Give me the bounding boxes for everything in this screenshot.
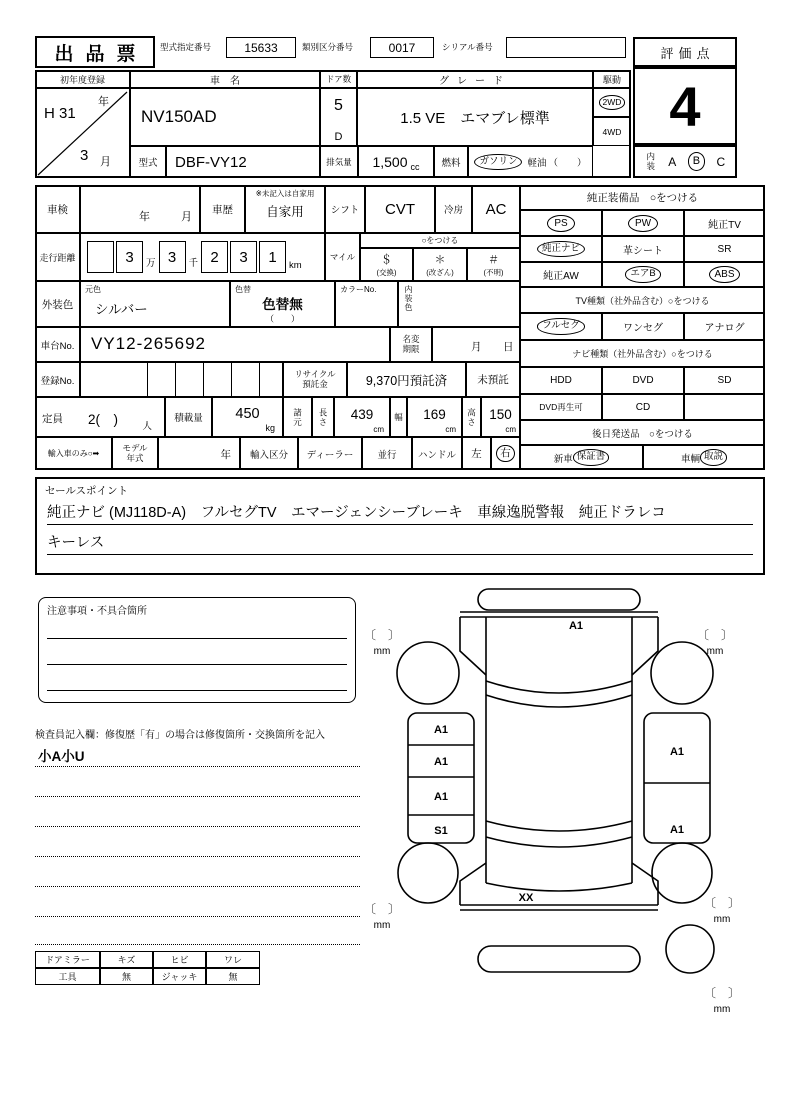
history-cell: [245, 185, 325, 233]
mm-unit-spare: mm: [713, 1004, 731, 1015]
sales-points-box: [35, 477, 765, 575]
warranty-cell: [520, 445, 643, 470]
rear-left-wheel: [398, 843, 458, 903]
fuel-diesel: 軽油: [527, 158, 547, 169]
reg-no-boxes: [147, 363, 287, 396]
mile-label: マイル: [325, 233, 360, 281]
navi-dvd-cell: DVD: [602, 367, 684, 394]
tools-r2c1: 工具: [35, 968, 100, 985]
grade-cell: 1.5 VE エマブレ標準: [357, 88, 593, 146]
ac-label: 冷房: [435, 185, 472, 233]
displacement-value: 1,500: [372, 154, 408, 170]
warranty-circled: 保証書: [573, 449, 610, 465]
eq-tv-cell: 純正TV: [684, 210, 765, 236]
body-sides: [486, 617, 632, 883]
mileage-cell: [80, 233, 325, 281]
model-value-cell: [166, 146, 320, 178]
shift-label: シフト: [325, 185, 365, 233]
damage-mark-front: A1: [568, 620, 584, 632]
interior-grade-cell: [633, 145, 737, 178]
equipment-title: 純正装備品 ○をつける: [520, 185, 765, 210]
interior-label: 内装: [645, 152, 656, 171]
shaken-year-unit: 年: [139, 211, 150, 223]
eq-airbag-cell: [602, 262, 684, 287]
original-color-cell: [80, 281, 230, 327]
damage-mark-rear: XX: [518, 892, 534, 904]
score-value: 4: [633, 67, 737, 145]
opt1-symbol: ＄: [381, 254, 392, 266]
height-unit: cm: [505, 425, 516, 434]
eq-navi-cell: [520, 236, 602, 262]
tools-r1c2: キズ: [100, 951, 153, 968]
ac-value: AC: [472, 185, 520, 233]
fuel-label: 燃料: [434, 146, 468, 178]
mileage-km-unit: km: [289, 260, 302, 271]
tv-analog-cell: アナログ: [684, 313, 765, 340]
reg-box: [147, 363, 175, 396]
interior-b-circled: B: [688, 152, 705, 171]
drive-4wd-cell: 4WD: [593, 117, 631, 146]
model-value: DBF-VY12: [175, 154, 247, 171]
width-value: 169: [423, 407, 446, 422]
import-only-label: 輸入車のみ○➡: [35, 437, 112, 470]
damage-mark-right-1: A1: [669, 746, 685, 758]
mileage-digit-5: 1: [259, 241, 286, 273]
dvd-play-cell: DVD再生可: [520, 394, 602, 420]
caution-box: [38, 597, 356, 703]
front-right-wheel: [651, 642, 713, 704]
handle-right-circled: 右: [496, 445, 515, 463]
mm-bracket-top-right: 〔 〕: [696, 628, 734, 642]
length-label: [312, 397, 334, 437]
score-label: 評価点: [633, 37, 737, 67]
doors-cell: [320, 88, 357, 146]
length-value: 439: [350, 407, 374, 422]
dotted-line: [35, 856, 360, 857]
mm-bracket-bottom-right: 〔 〕: [703, 896, 741, 910]
capacity-cell: [35, 397, 165, 437]
mileage-digit-0: [87, 241, 114, 273]
recycle-unpaid-cell: 未預託: [466, 362, 520, 397]
height-label: [462, 397, 481, 437]
fuel-gasoline-circled: ガソリン: [474, 154, 522, 170]
right-front-fender: [632, 617, 658, 675]
color-change-label: 色替: [235, 285, 251, 294]
name-change-month: 月: [471, 341, 482, 353]
navi-type-title: ナビ種類（社外品含む）○をつける: [520, 340, 765, 367]
tools-r1c1: ドアミラー: [35, 951, 100, 968]
dotted-line: [35, 886, 360, 887]
shaken-month-unit: 月: [181, 211, 192, 223]
import-parallel-cell: 並行: [362, 437, 412, 470]
opt2-text: (改ざん): [426, 268, 454, 277]
color-change-paren: （ ）: [265, 314, 300, 324]
mileage-digit-1: 3: [116, 241, 143, 273]
capacity-label: 定員: [42, 413, 63, 425]
eq-leather-cell: 革シート: [602, 236, 684, 262]
manual-prefix: 車輌: [680, 453, 700, 465]
eq-aw-cell: 純正AW: [520, 262, 602, 287]
height-label-text: 高さ: [466, 407, 477, 427]
shaken-label: 車検: [35, 185, 80, 233]
damage-mark-right-2: A1: [669, 824, 685, 836]
chassis-label: 車台No.: [35, 327, 80, 362]
car-outline: [397, 589, 714, 973]
spec-label-text: 諸元: [292, 407, 303, 427]
rear-bumper: [478, 946, 640, 972]
doors-header: ドア数: [320, 70, 357, 88]
mm-unit-bottom-right: mm: [713, 914, 731, 925]
damage-mark-left-1: A1: [433, 724, 449, 736]
serial-value: [506, 37, 626, 58]
recycle-label: [283, 362, 347, 397]
inspector-note: 検査員記入欄：修復歴「有」の場合は修復箇所・交換箇所を記入: [35, 730, 325, 741]
eq-ps-cell: [520, 210, 602, 236]
import-type-label: 輸入区分: [240, 437, 298, 470]
cd-cell: CD: [602, 394, 684, 420]
eq-abs-circled: ABS: [709, 266, 739, 283]
load-label: 積載量: [165, 397, 212, 437]
tv-oneseg-cell: ワンセグ: [602, 313, 684, 340]
first-reg-header: 初年度登録: [35, 70, 130, 88]
drive-header: 駆動: [593, 70, 631, 88]
color-no-cell: [335, 281, 398, 327]
model-code-label: 型式指定番号: [160, 42, 212, 52]
shaken-cell: [80, 185, 200, 233]
doors-value: 5: [334, 97, 343, 114]
car-name-value: NV150AD: [141, 107, 217, 126]
sales-line-2: キーレス: [47, 531, 753, 555]
fuel-cell: [468, 146, 593, 178]
reg-month-value: 3: [80, 147, 89, 164]
grade-header: グレード: [357, 70, 593, 88]
manual-circled: 取説: [700, 449, 727, 465]
eq-airbag-circled: エアB: [625, 266, 660, 282]
mileage-label: 走行距離: [35, 233, 80, 281]
height-value: 150: [489, 407, 512, 422]
opt3-symbol: ＃: [488, 254, 499, 266]
model-code-value: 15633: [226, 37, 296, 58]
color-no-label: カラーNo.: [340, 285, 377, 294]
mileage-man-unit: 万: [146, 258, 156, 269]
spec-label: [283, 397, 312, 437]
chassis-cell: [80, 327, 390, 362]
serial-label: シリアル番号: [442, 42, 493, 52]
class-code-label: 類別区分番号: [302, 42, 354, 52]
later-shipping-title: 後日発送品 ○をつける: [520, 420, 765, 445]
mm-bracket-spare: 〔 〕: [703, 986, 741, 1000]
reg-no-label: 登録No.: [35, 362, 80, 397]
sales-line-1: 純正ナビ (MJ118D-A) フルセグTV エマージェンシーブレーキ 車線逸脱警報 純正ドラレコ: [47, 501, 753, 525]
caution-title: 注意事項・不具合箇所: [47, 606, 147, 617]
width-label: 幅: [390, 397, 407, 437]
displacement-unit: cc: [410, 162, 420, 172]
caution-line: [47, 690, 347, 691]
mm-unit-top-right: mm: [706, 646, 724, 657]
interior-c: C: [716, 154, 726, 169]
name-change-label-1: 名変: [402, 333, 420, 344]
mm-bracket-top-left: 〔 〕: [363, 628, 401, 642]
capacity-unit: 人: [142, 421, 152, 432]
left-rear-corner: [460, 863, 486, 905]
mileage-opt-exchange: [360, 248, 413, 281]
navi-hdd-cell: HDD: [520, 367, 602, 394]
model-year-label: [112, 437, 158, 470]
original-color-value: シルバー: [95, 302, 148, 317]
eq-ps-circled: PS: [547, 215, 574, 232]
car-diagram: [360, 583, 770, 1023]
load-cell: [212, 397, 283, 437]
doors-d: D: [334, 131, 343, 143]
drive-2wd-circled: 2WD: [599, 95, 626, 110]
rear-right-wheel: [652, 843, 712, 903]
reg-box: [231, 363, 259, 396]
import-dealer-cell: ディーラー: [298, 437, 362, 470]
tools-r2c3: ジャッキ: [153, 968, 206, 985]
original-color-label: 元色: [85, 285, 101, 294]
color-change-value: 色替無: [262, 297, 303, 312]
recycle-label-2: 預託金: [302, 378, 328, 389]
mileage-opt-tampered: [413, 248, 467, 281]
length-label-text: 長さ: [318, 407, 328, 427]
spare-tire: [666, 925, 714, 973]
dotted-line: [35, 796, 360, 797]
front-bumper: [478, 589, 640, 610]
mileage-opt-unknown: [467, 248, 520, 281]
tools-r1c4: ワレ: [206, 951, 260, 968]
first-reg-cell: [35, 88, 130, 178]
interior-a: A: [668, 154, 677, 169]
drive-2wd-cell: [593, 88, 631, 117]
damage-mark-left-2: A1: [433, 756, 449, 768]
trunk-bottom: [486, 883, 632, 891]
length-unit: cm: [373, 425, 384, 434]
model-year-label-2: 年式: [126, 452, 144, 463]
recycle-label-1: リサイクル: [294, 368, 336, 379]
tools-r2c2: 無: [100, 968, 153, 985]
shift-value: CVT: [365, 185, 435, 233]
caution-line: [47, 638, 347, 639]
mileage-digit-3: 2: [201, 241, 228, 273]
dotted-line: [35, 944, 360, 945]
windshield: [486, 681, 632, 707]
interior-color-label: 内装色: [404, 285, 413, 312]
handle-label: ハンドル: [412, 437, 462, 470]
dotted-line: [35, 916, 360, 917]
rear-edge-lines: [460, 905, 658, 910]
media-empty-cell: [684, 394, 765, 420]
reg-no-cell: [80, 362, 283, 397]
mileage-digit-4: 3: [230, 241, 257, 273]
handle-right-cell: [491, 437, 520, 470]
mm-unit-bottom-left: mm: [373, 920, 391, 931]
name-change-cell: [432, 327, 520, 362]
eq-pw-circled: PW: [628, 215, 658, 232]
model-year-label-1: モデル: [122, 442, 148, 453]
car-name-cell: [130, 88, 320, 146]
name-change-label: [390, 327, 432, 362]
mileage-circle-note: ○をつける: [360, 233, 520, 248]
sales-points-title: セールスポイント: [45, 485, 129, 497]
damage-mark-left-3: A1: [433, 791, 449, 803]
history-note: ※未記入は自家用: [255, 189, 315, 198]
sheet-title: 出品票: [35, 36, 155, 68]
reg-box: [175, 363, 203, 396]
mileage-digit-2: 3: [159, 241, 186, 273]
history-value: 自家用: [266, 205, 304, 219]
mileage-sen-unit: 千: [188, 258, 199, 269]
warranty-prefix: 新車: [553, 453, 573, 465]
name-change-label-2: 期限: [402, 343, 420, 354]
capacity-value: 2( ): [88, 412, 118, 427]
length-cell: [334, 397, 390, 437]
reg-month-unit: 月: [100, 156, 111, 168]
front-edge-lines: [460, 612, 658, 617]
displacement-cell: [358, 146, 434, 178]
eq-navi-circled: 純正ナビ: [537, 241, 585, 257]
manual-cell: [643, 445, 765, 470]
height-cell: [481, 397, 520, 437]
recycle-paid-cell: 9,370円預託済: [347, 362, 466, 397]
caution-line: [47, 664, 347, 665]
model-year-cell: [158, 437, 240, 470]
dotted-line: [35, 766, 360, 767]
load-value: 450: [235, 406, 260, 422]
width-unit: cm: [445, 425, 456, 434]
reg-year-unit: 年: [98, 96, 109, 108]
eq-pw-cell: [602, 210, 684, 236]
tools-r2c4: 無: [206, 968, 260, 985]
navi-sd-cell: SD: [684, 367, 765, 394]
tools-r1c3: ヒビ: [153, 951, 206, 968]
opt3-text: (不明): [483, 268, 504, 277]
reg-box: [203, 363, 231, 396]
tv-fullseg-cell: [520, 313, 602, 340]
exterior-label: 外装色: [35, 281, 80, 327]
model-year-unit: 年: [220, 449, 231, 461]
width-cell: [407, 397, 462, 437]
load-unit: kg: [265, 423, 275, 433]
class-code-value: 0017: [370, 37, 434, 58]
reg-era-value: H 31: [44, 105, 76, 122]
handle-left-cell: 左: [462, 437, 491, 470]
mm-bracket-bottom-left: 〔 〕: [363, 902, 401, 916]
opt1-text: (交換): [376, 268, 397, 277]
mm-unit-top-left: mm: [373, 646, 391, 657]
color-change-cell: [230, 281, 335, 327]
fuel-paren: （ ）: [548, 158, 587, 169]
model-label-cell: 型式: [130, 146, 166, 178]
name-header: 車 名: [130, 70, 320, 88]
damage-mark-left-s1: S1: [434, 825, 448, 837]
eq-sr-cell: SR: [684, 236, 765, 262]
front-left-wheel: [397, 642, 459, 704]
history-label: 車歴: [200, 185, 245, 233]
opt2-symbol: ＊: [434, 254, 446, 266]
displacement-label: 排気量: [320, 146, 358, 178]
inspector-entry: 小A小U: [38, 749, 85, 764]
interior-color-cell: [398, 281, 520, 327]
tv-fullseg-circled: フルセグ: [537, 318, 585, 334]
tv-type-title: TV種類（社外品含む）○をつける: [520, 287, 765, 313]
mileage-digits: [87, 234, 303, 280]
eq-abs-cell: [684, 262, 765, 287]
left-front-fender: [460, 617, 486, 675]
name-change-day: 日: [503, 341, 514, 353]
rear-window: [486, 821, 632, 847]
dotted-line: [35, 826, 360, 827]
chassis-value: VY12-265692: [91, 334, 206, 353]
